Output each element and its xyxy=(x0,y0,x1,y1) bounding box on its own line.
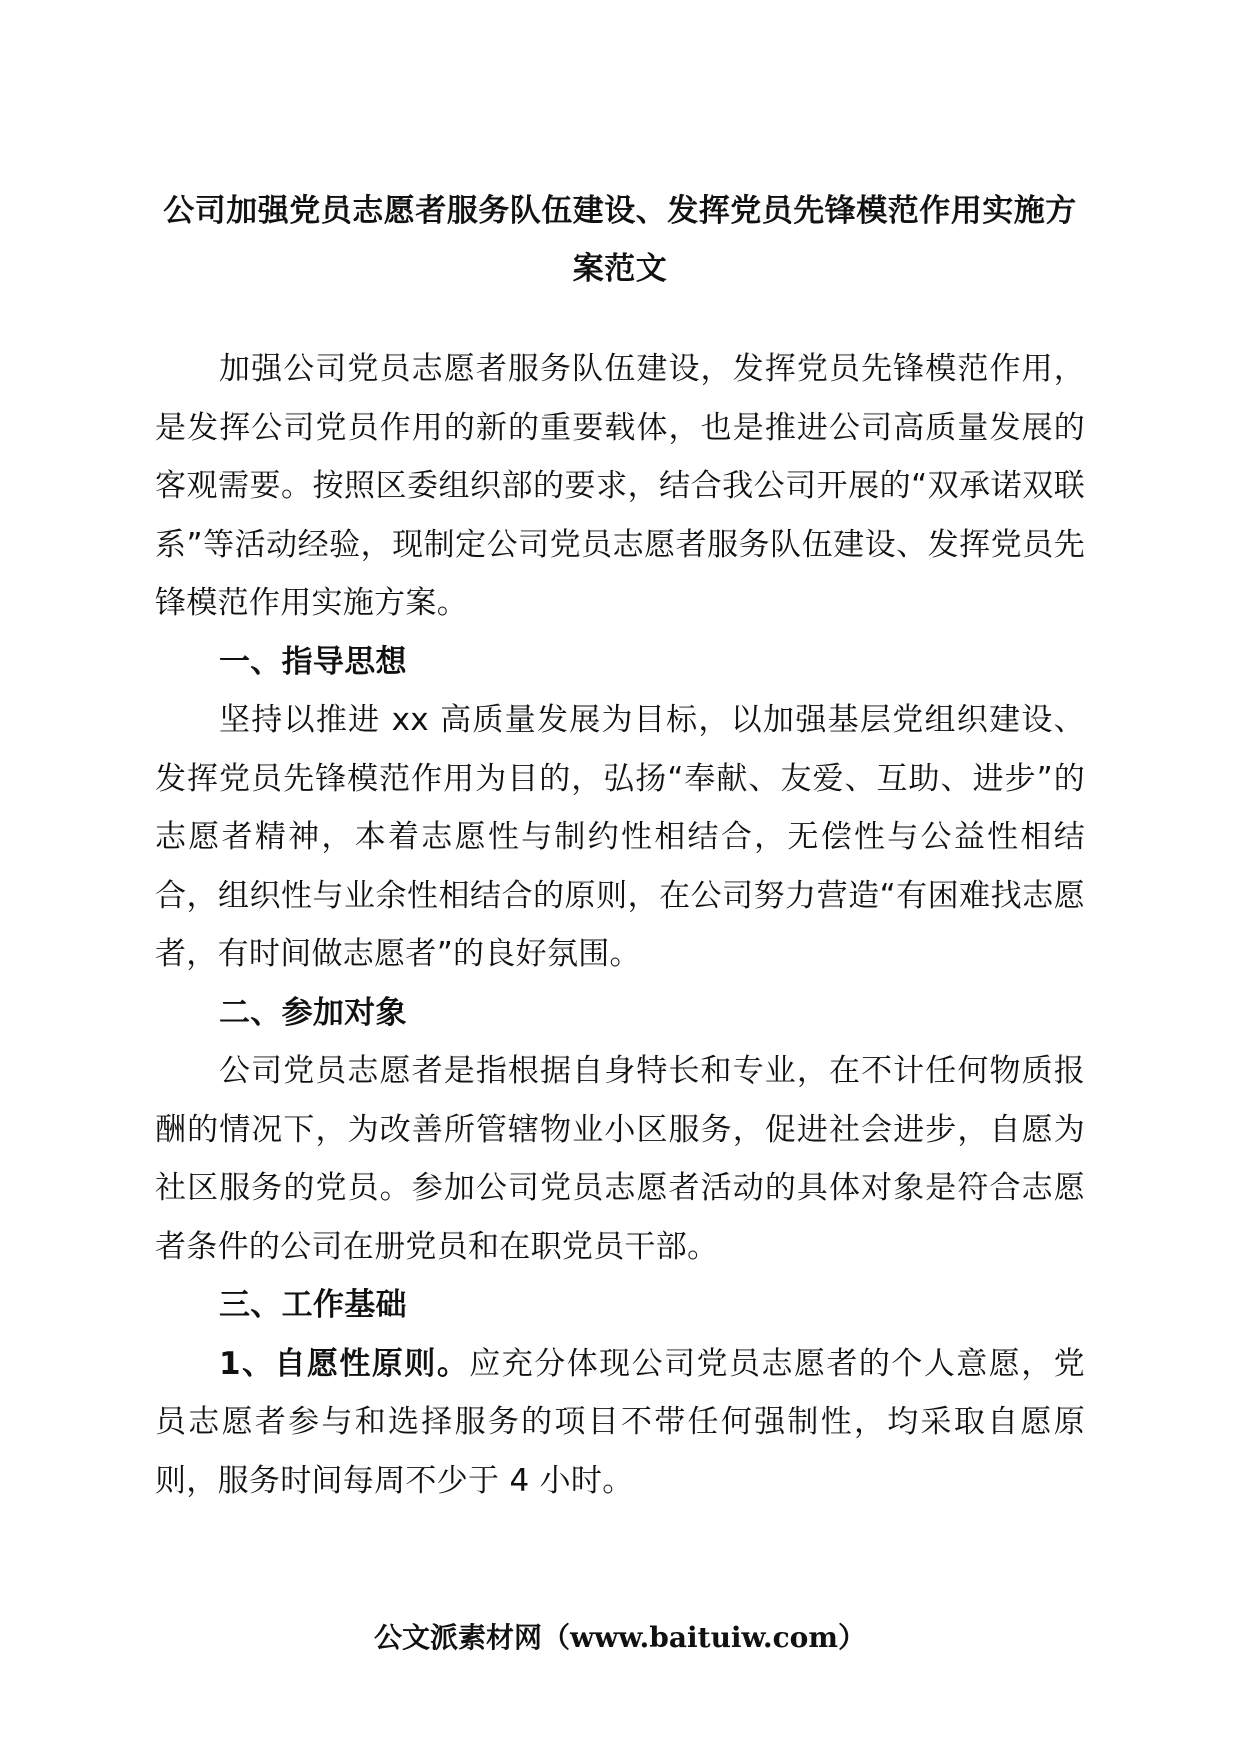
item-text-voluntary-principle: 应充分体现公司党员志愿者的个人意愿，党员志愿者参与和选择服务的项目不带任何强制性，均采取自愿原则，服务时间每周不少于 4 小时。 xyxy=(155,1345,1085,1499)
footer-watermark-text: 公文派素材网（www.baituiw.com） xyxy=(374,1621,866,1654)
item-paragraph-voluntary-principle xyxy=(155,1335,1085,1511)
item-lead-voluntary-principle: 1、自愿性原则。 xyxy=(219,1345,470,1382)
intro-paragraph: 加强公司党员志愿者服务队伍建设，发挥党员先锋模范作用，是发挥公司党员作用的新的重要载体，也是推进公司高质量发展的客观需要。按照区委组织部的要求，结合我公司开展的“双承诺双联系”等活动经验，现制定公司党员志愿者服务队伍建设、发挥党员先锋模范作用实施方案。 xyxy=(155,351,1085,621)
section-heading-work-basis: 三、工作基础 xyxy=(219,1287,407,1323)
document-body xyxy=(155,340,1085,1510)
document-title: 公司加强党员志愿者服务队伍建设、发挥党员先锋模范作用实施方案范文 xyxy=(163,193,1077,287)
section-paragraph-guiding-ideology: 坚持以推进 xx 高质量发展为目标，以加强基层党组织建设、发挥党员先锋模范作用为目的，弘扬“奉献、友爱、互助、进步”的志愿者精神，本着志愿性与制约性相结合，无偿性与公益性相结合，组织性与业余性相结合的原则，在公司努力营造“有困难找志愿者，有时间做志愿者”的良好氛围。 xyxy=(155,702,1085,972)
section-heading-participants: 二、参加对象 xyxy=(219,994,407,1031)
section-paragraph-participants: 公司党员志愿者是指根据自身特长和专业，在不计任何物质报酬的情况下，为改善所管辖物业小区服务，促进社会进步，自愿为社区服务的党员。参加公司党员志愿者活动的具体对象是符合志愿者条件的公司在册党员和在职党员干部。 xyxy=(155,1053,1085,1265)
section-heading-guiding-ideology: 一、指导思想 xyxy=(219,643,407,680)
